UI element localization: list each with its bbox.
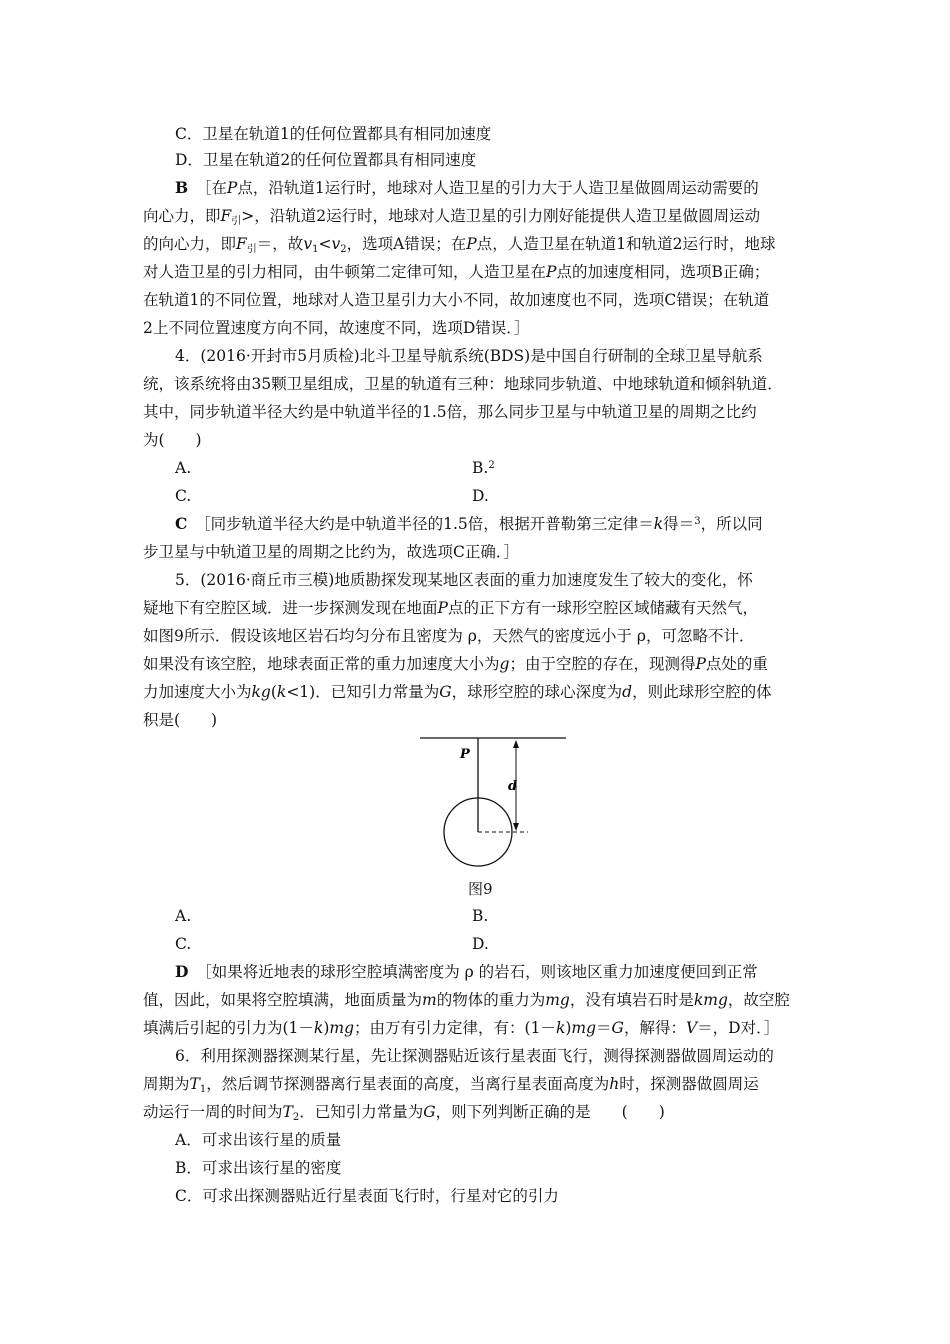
q5-option-d: D. [472, 935, 489, 953]
question-4-line1: 4．(2016·开封市5月质检)北斗卫星导航系统(BDS)是中国自行研制的全球卫星导航系 [175, 347, 763, 365]
question-5-line1: 5．(2016·商丘市三模)地质勘探发现某地区表面的重力加速度发生了较大的变化，怀 [175, 571, 753, 589]
option-d-q3: D．卫星在轨道2的任何位置都具有相同速度 [175, 151, 477, 169]
question-4-line3: 其中，同步轨道半径大约是中轨道半径的1.5倍，那么同步卫星与中轨道卫星的周期之比约 [143, 403, 757, 421]
q5-option-b: B. [472, 907, 489, 925]
depth-arrow-top [513, 740, 519, 748]
question-5-line2: 疑地下有空腔区域．进一步探测发现在地面P点的正下方有一球形空腔区域储藏有天然气， [143, 599, 758, 617]
answer-q3-line1: B ［在P点，沿轨道1运行时，地球对人造卫星的引力大于人造卫星做圆周运动需要的 [175, 178, 759, 197]
answer-q3-line5: 在轨道1的不同位置，地球对人造卫星引力大小不同，故加速度也不同，选项C错误；在轨道 [143, 291, 770, 309]
figure-label-d: d [508, 779, 518, 794]
figure-label-p: P [460, 747, 470, 762]
figure-9-diagram [420, 730, 570, 870]
answer-q3-line4: 对人造卫星的引力相同，由牛顿第二定律可知，人造卫星在P点的加速度相同，选项B正确； [143, 263, 770, 281]
question-5-line3: 如图9所示．假设该地区岩石均匀分布且密度为 ρ，天然气的密度远小于 ρ，可忽略不计． [143, 627, 755, 645]
answer-q4-line1: C ［同步轨道半径大约是中轨道半径的1.5倍，根据开普勒第三定律＝k得＝$^3$，所以同 [175, 514, 763, 533]
question-4-line2: 统，该系统将由35颗卫星组成，卫星的轨道有三种：地球同步轨道、中地球轨道和倾斜轨道． [143, 375, 783, 393]
depth-arrow-bottom [513, 823, 519, 831]
figure-caption: 图9 [468, 880, 493, 898]
question-5-line5: 力加速度大小为kg(k<1)．已知引力常量为G，球形空腔的球心深度为d，则此球形空腔的体 [143, 683, 772, 701]
question-4-line4: 为( ) [143, 431, 202, 449]
q5-option-c: C. [175, 935, 192, 953]
answer-q3-line3: 的向心力，即$F_引=$，故$v_1<v_2$，选项A错误；在P点，人造卫星在轨道1和轨道2运行时，地球 [143, 235, 776, 255]
answer-q4-line2: 步卫星与中轨道卫星的周期之比约为，故选项C正确．］ [143, 543, 520, 561]
q6-option-b: B．可求出该行星的密度 [175, 1159, 342, 1177]
q4-option-c: C. [175, 487, 192, 505]
answer-q5-line1: D ［如果将近地表的球形空腔填满密度为 ρ 的岩石，则该地区重力加速度便回到正常 [175, 962, 758, 981]
q6-option-c: C．可求出探测器贴近行星表面飞行时，行星对它的引力 [175, 1187, 559, 1205]
question-6-line1: 6．利用探测器探测某行星，先让探测器贴近该行星表面飞行，测得探测器做圆周运动的 [175, 1047, 774, 1065]
q4-option-d: D. [472, 487, 489, 505]
answer-q3-line6: 2上不同位置速度方向不同，故速度不同，选项D错误．］ [143, 319, 530, 337]
q5-option-a: A. [175, 907, 192, 925]
answer-q5-line3: 填满后引起的引力为(1－k)mg；由万有引力定律，有：(1－k)mg＝G，解得：V＝，D对．］ [143, 1019, 780, 1037]
answer-letter: D [175, 962, 189, 981]
question-6-line2: 周期为$T_1$，然后调节探测器离行星表面的高度，当离行星表面高度为h时，探测器做圆周运 [143, 1075, 759, 1095]
answer-q5-line2: 值，因此，如果将空腔填满，地面质量为m的物体的重力为mg，没有填岩石时是kmg，故空腔 [143, 991, 790, 1009]
q6-option-a: A．可求出该行星的质量 [175, 1131, 342, 1149]
question-5-line4: 如果没有该空腔，地球表面正常的重力加速度大小为g；由于空腔的存在，现测得P点处的重 [143, 655, 768, 673]
answer-letter: C [175, 514, 188, 533]
q4-option-b: B.$^2$ [472, 459, 495, 477]
question-6-line3: 动运行一周的时间为$T_2$．已知引力常量为G，则下列判断正确的是 ( ) [143, 1103, 665, 1123]
answer-q3-line2: 向心力，即$F_引>$，沿轨道2运行时，地球对人造卫星的引力刚好能提供人造卫星做圆周运动 [143, 207, 761, 227]
option-c-q3: C．卫星在轨道1的任何位置都具有相同加速度 [175, 125, 492, 143]
question-5-line6: 积是( ) [143, 711, 218, 729]
answer-letter: B [175, 178, 189, 197]
q4-option-a: A. [175, 459, 192, 477]
